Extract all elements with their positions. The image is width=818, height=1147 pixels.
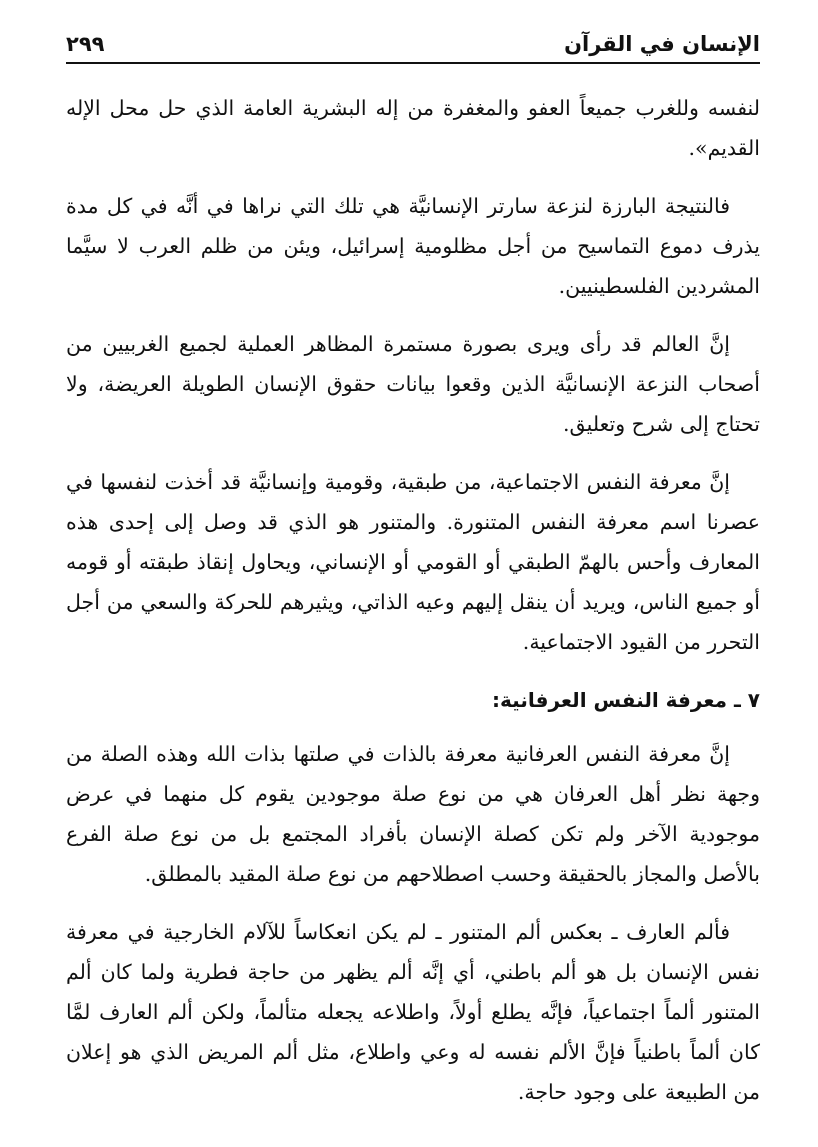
body-text — [66, 88, 760, 1112]
paragraph-social-self-knowledge: إنَّ معرفة النفس الاجتماعية، من طبقية، وقومية وإنسانيَّة قد أخذت لنفسها في عصرنا اسم معرفة النفس المتنورة. والمتنور هو الذي قد وصل إلى إحدى هذه المعارف وأحس بالهمّ الطبقي أو القومي أو الإنساني، ويحاول إنقاذ طبقته أو قومه أو جميع الناس، ويريد أن ينقل إليهم وعيه الذاتي، ويثيرهم للحركة والسعي من أجل التحرر من القيود الاجتماعية. — [66, 470, 760, 654]
book-page — [66, 28, 760, 1128]
paragraph-continuation: لنفسه وللغرب جميعاً العفو والمغفرة من إله البشرية العامة الذي حل محل الإله القديم». — [66, 96, 760, 160]
paragraph-mystical-self-knowledge: إنَّ معرفة النفس العرفانية معرفة بالذات في صلتها بذات الله وهذه الصلة من وجهة نظر أهل العرفان هي من نوع صلة موجودين يقوم كل منهما في عرض موجودية الآخر ولم تكن كصلة الإنسان بأفراد المجتمع بل من نوع صلة الفرع بالأصل والمجاز بالحقيقة وحسب اصطلاحهم من نوع صلة المقيد بالمطلق. — [66, 742, 760, 886]
page-number: ٢٩٩ — [66, 32, 105, 56]
paragraph-world-has-seen: إنَّ العالم قد رأى ويرى بصورة مستمرة المظاهر العملية لجميع الغربيين من أصحاب النزعة الإنسانيَّة الذين وقعوا بيانات حقوق الإنسان الطويلة العريضة، ولا تحتاج إلى شرح وتعليق. — [66, 332, 760, 436]
section-heading: ٧ ـ معرفة النفس العرفانية: — [492, 688, 760, 712]
paragraph-sartre-result: فالنتيجة البارزة لنزعة سارتر الإنسانيَّة هي تلك التي نراها في أنَّه في كل مدة يذرف دموع التماسيح من أجل مظلومية إسرائيل، ويئن من ظلم العرب لا سيَّما المشردين الفلسطينيين. — [66, 194, 760, 298]
page-header — [66, 28, 760, 64]
paragraph-mystic-pain: فألم العارف ـ بعكس ألم المتنور ـ لم يكن انعكاساً للآلام الخارجية في معرفة نفس الإنسان بل هو ألم باطني، أي إنَّه ألم يظهر من حاجة فطرية ولما كان ألم المتنور ألماً اجتماعياً، فإنَّه يطلع أولاً، واطلاعه يجعله متألماً، ولكن ألم العارف لمَّا كان ألماً باطنياً فإنَّ الألم نفسه له وعي واطلاع، مثل ألم المريض الذي هو إعلان من الطبيعة على وجود حاجة. — [66, 920, 760, 1104]
running-title: الإنسان في القرآن — [564, 32, 760, 56]
